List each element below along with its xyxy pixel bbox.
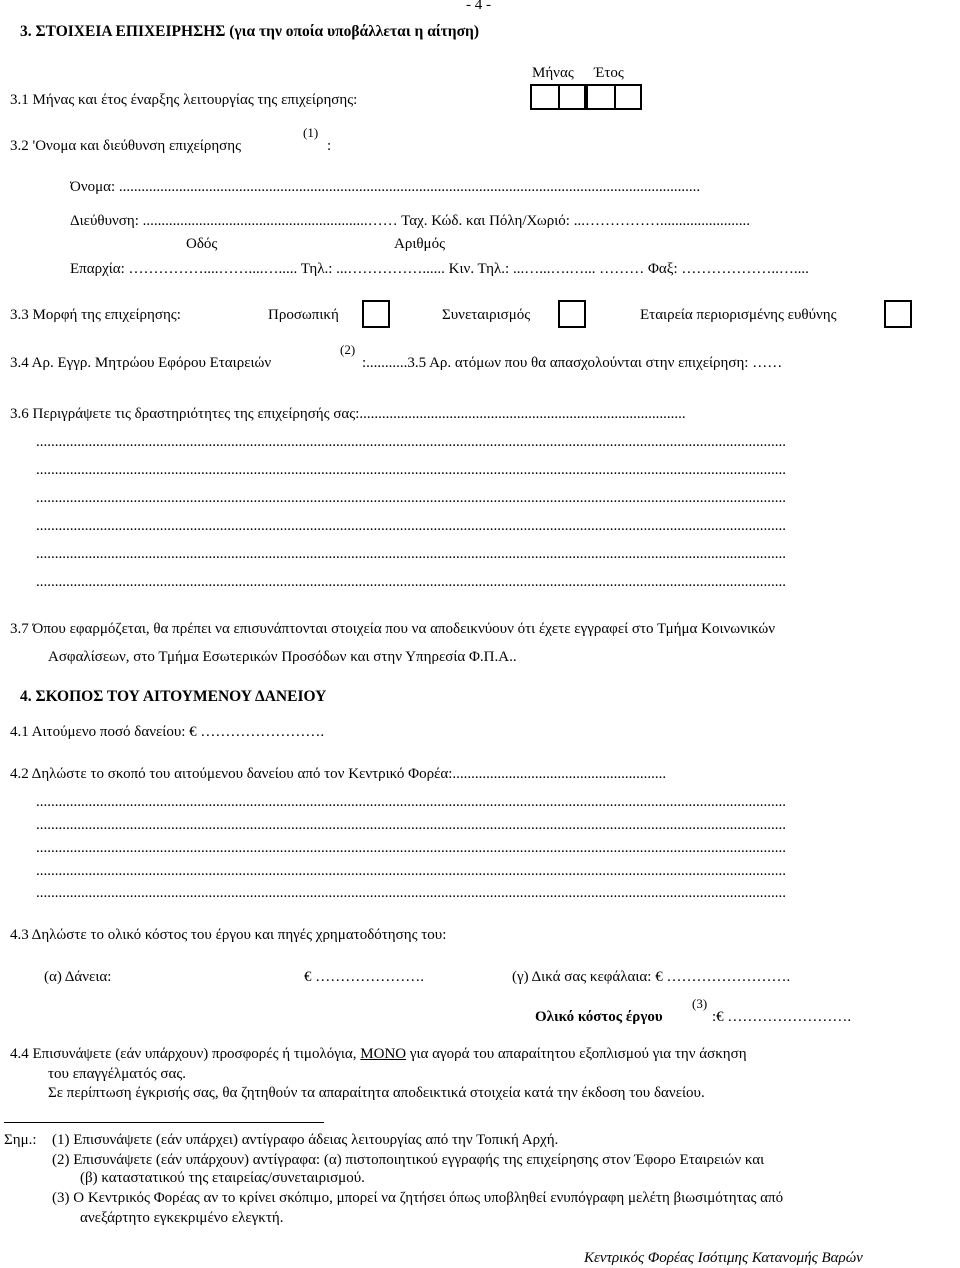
purpose-line-5[interactable]: ........................................................................................................................................................................................................ [36, 886, 786, 901]
option-personal-checkbox[interactable] [362, 300, 390, 328]
activities-line-6[interactable]: ........................................................................................................................................................................................................ [36, 575, 786, 590]
q42-label: 4.2 Δηλώστε το σκοπό του αιτούμενου δανείου από τον Κεντρικό Φορέα:......................................................... [10, 767, 667, 782]
own-funds-field[interactable]: (γ) Δικά σας κεφάλαια: € ……………………. [512, 969, 791, 985]
q44-text-pre: 4.4 Επισυνάψετε (εάν υπάρχουν) προσφορές ή τιμολόγια, [10, 1046, 357, 1062]
activities-line-1[interactable]: ........................................................................................................................................................................................................ [36, 435, 786, 450]
purpose-line-4[interactable]: ........................................................................................................................................................................................................ [36, 864, 786, 879]
q37-line-2: Ασφαλίσεων, στο Τμήμα Εσωτερικών Προσόδων και στην Υπηρεσία Φ.Π.Α.. [48, 649, 517, 665]
activities-line-4[interactable]: ........................................................................................................................................................................................................ [36, 519, 786, 534]
q44-line-3: Σε περίπτωση έγκρισής σας, θα ζητηθούν τα απαραίτητα αποδεικτικά στοιχεία κατά την έκδοση του δανείου. [48, 1085, 705, 1101]
q43-label: 4.3 Δηλώστε το ολικό κόστος του έργου και πηγές χρηματοδότησης του: [10, 927, 447, 943]
notes-separator [4, 1122, 324, 1123]
notes-label: Σημ.: [4, 1132, 37, 1148]
purpose-line-2[interactable]: ........................................................................................................................................................................................................ [36, 818, 786, 833]
option-ltd-checkbox[interactable] [884, 300, 912, 328]
option-coop-label: Συνεταιρισμός [442, 307, 531, 323]
year-cell-2[interactable] [614, 84, 642, 110]
total-cost-footnote-ref: (3) [692, 996, 708, 1011]
note-1: (1) Επισυνάψετε (εάν υπάρχει) αντίγραφο άδειας λειτουργίας από την Τοπική Αρχή. [52, 1132, 559, 1148]
month-cell-2[interactable] [558, 84, 586, 110]
note-2-line-1: (2) Επισυνάψετε (εάν υπάρχουν) αντίγραφα: (α) πιστοποιητικού εγγραφής της επιχείρησης στον Έφορο Εταιρειών και [52, 1152, 765, 1168]
total-cost-label: Ολικό κόστος έργου [535, 1009, 663, 1025]
year-label: Έτος [594, 65, 624, 81]
q33-label: 3.3 Μορφή της επιχείρησης: [10, 307, 181, 323]
q44-text-post: για αγορά του απαραίτητου εξοπλισμού για την άσκηση [409, 1046, 747, 1062]
option-coop-checkbox[interactable] [558, 300, 586, 328]
option-ltd-label: Εταιρεία περιορισμένης ευθύνης [640, 307, 837, 323]
q32-footnote-ref: (1) [303, 125, 319, 140]
footer-organization: Κεντρικός Φορέας Ισότιμης Κατανομής Βαρών [584, 1250, 863, 1266]
activities-line-5[interactable]: ........................................................................................................................................................................................................ [36, 547, 786, 562]
q44-line-2: του επαγγέλματός σας. [48, 1066, 187, 1082]
month-year-cells [530, 84, 642, 110]
year-cell-1[interactable] [586, 84, 614, 110]
note-2-line-2: (β) καταστατικού της εταιρείας/συνεταιρισμού. [80, 1170, 365, 1186]
option-personal-label: Προσωπική [268, 307, 339, 323]
q34-q35-field[interactable]: :...........3.5 Αρ. ατόμων που θα απασχολούνται στην επιχείρηση: …… [362, 355, 783, 371]
loans-label: (α) Δάνεια: [44, 969, 112, 985]
purpose-line-1[interactable]: ........................................................................................................................................................................................................ [36, 795, 786, 810]
loans-amount-field[interactable]: € …………………. [304, 969, 424, 985]
q44-only-emphasis: ΜΟΝΟ [360, 1046, 407, 1062]
section-3-title: 3. ΣΤΟΙΧΕΙΑ ΕΠΙΧΕΙΡΗΣΗΣ (για την οποία υποβάλλεται η αίτηση) [20, 23, 479, 40]
prefecture-phone-field[interactable]: Επαρχία: ……………....……....…..... Τηλ.: ...……………...... Κιν. Τηλ.: ...…...….…... ……… Φαξ: ………………..….... [70, 262, 809, 277]
q37-line-1: 3.7 Όπου εφαρμόζεται, θα πρέπει να επισυνάπτονται στοιχεία που να αποδεικνύουν ότι έχετε εγγραφεί στο Τμήμα Κοινωνικών [10, 621, 776, 637]
activities-line-2[interactable]: ........................................................................................................................................................................................................ [36, 463, 786, 478]
q32-colon: : [327, 138, 332, 154]
name-field[interactable]: Όνομα: ........................................................................................................................................................... [70, 180, 701, 195]
q36-label: 3.6 Περιγράψετε τις δραστηριότητες της επιχείρησής σας:....................................................................................... [10, 407, 686, 422]
note-3-line-1: (3) Ο Κεντρικός Φορέας αν το κρίνει σκόπιμο, μπορεί να ζητήσει όπως υποβληθεί ενυπόγραφη μελέτη βιωσιμότητας από [52, 1190, 784, 1206]
number-label: Αριθμός [394, 236, 446, 252]
purpose-line-3[interactable]: ........................................................................................................................................................................................................ [36, 841, 786, 856]
q34-label: 3.4 Αρ. Εγγρ. Μητρώου Εφόρου Εταιρειών [10, 355, 272, 371]
q31-label: 3.1 Μήνας και έτος έναρξης λειτουργίας της επιχείρησης: [10, 92, 358, 108]
month-label: Μήνας [532, 65, 574, 81]
q44-line-1 [10, 1047, 747, 1062]
q41-field[interactable]: 4.1 Αιτούμενο ποσό δανείου: € ……………………. [10, 724, 325, 740]
section-4-title: 4. ΣΚΟΠΟΣ ΤΟΥ ΑΙΤΟΥΜΕΝΟΥ ΔΑΝΕΙΟΥ [20, 688, 327, 705]
street-label: Οδός [186, 236, 218, 252]
month-cell-1[interactable] [530, 84, 558, 110]
page-number: - 4 - [466, 0, 491, 13]
q32-label: 3.2 'Ονομα και διεύθυνση επιχείρησης [10, 138, 242, 154]
address-field[interactable]: Διεύθυνση: ............................................................…… Ταχ. Κώδ. και Πόλη/Χωριό: ...……………........................ [70, 214, 750, 229]
activities-line-3[interactable]: ........................................................................................................................................................................................................ [36, 491, 786, 506]
total-cost-field[interactable]: :€ ……………………. [712, 1009, 852, 1025]
q34-footnote-ref: (2) [340, 342, 356, 357]
note-3-line-2: ανεξάρτητο εγκεκριμένο ελεγκτή. [80, 1210, 284, 1226]
